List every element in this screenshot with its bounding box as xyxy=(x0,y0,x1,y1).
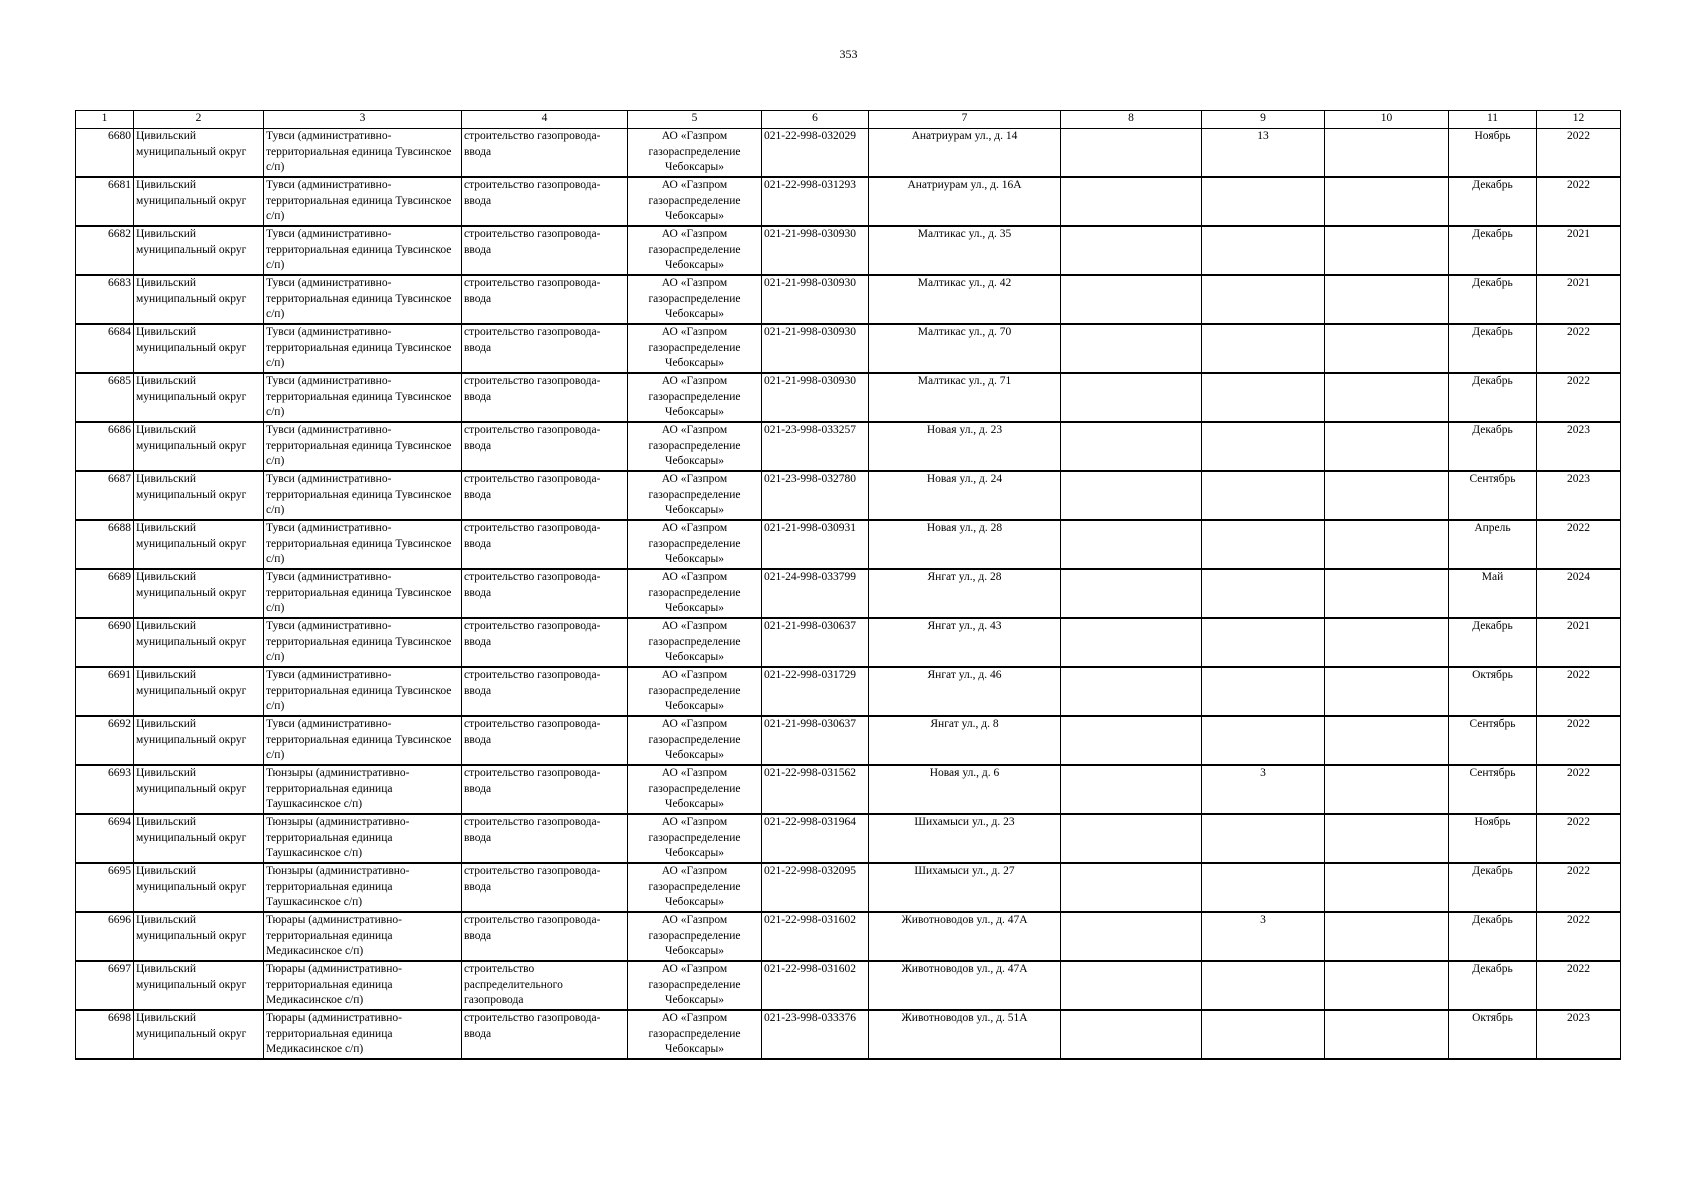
address-cell: Новая ул., д. 28 xyxy=(869,520,1061,569)
column-9-cell xyxy=(1202,667,1325,716)
row-number: 6687 xyxy=(76,471,134,520)
work-type-cell: строительство газопровода-ввода xyxy=(462,324,628,373)
district-cell: Цивильский муниципальный округ xyxy=(134,961,264,1010)
month-cell: Декабрь xyxy=(1449,324,1537,373)
settlement-cell: Тувси (административно-территориальная единица Тувсинское с/п) xyxy=(264,471,462,520)
month-cell: Май xyxy=(1449,569,1537,618)
column-9-cell xyxy=(1202,471,1325,520)
work-type-cell: строительство газопровода-ввода xyxy=(462,129,628,178)
column-10-cell xyxy=(1325,569,1449,618)
settlement-cell: Тувси (административно-территориальная единица Тувсинское с/п) xyxy=(264,569,462,618)
work-type-cell: строительство газопровода-ввода xyxy=(462,422,628,471)
settlement-cell: Тувси (административно-территориальная единица Тувсинское с/п) xyxy=(264,177,462,226)
district-cell: Цивильский муниципальный округ xyxy=(134,226,264,275)
work-type-cell: строительство газопровода-ввода xyxy=(462,275,628,324)
table-row xyxy=(76,520,1621,569)
column-header-12: 12 xyxy=(1537,111,1621,129)
settlement-cell: Тувси (административно-территориальная единица Тувсинское с/п) xyxy=(264,275,462,324)
month-cell: Октябрь xyxy=(1449,1010,1537,1059)
table-row xyxy=(76,275,1621,324)
month-cell: Сентябрь xyxy=(1449,765,1537,814)
work-type-cell: строительство газопровода-ввода xyxy=(462,177,628,226)
work-type-cell: строительство газопровода-ввода xyxy=(462,520,628,569)
table-row xyxy=(76,618,1621,667)
object-code-cell: 021-21-998-030930 xyxy=(762,324,869,373)
table-row xyxy=(76,471,1621,520)
year-cell: 2022 xyxy=(1537,667,1621,716)
settlement-cell: Тувси (административно-территориальная единица Тувсинское с/п) xyxy=(264,520,462,569)
organization-cell: АО «Газпром газораспределение Чебоксары» xyxy=(628,275,762,324)
organization-cell: АО «Газпром газораспределение Чебоксары» xyxy=(628,863,762,912)
table-row xyxy=(76,569,1621,618)
work-type-cell: строительство газопровода-ввода xyxy=(462,716,628,765)
object-code-cell: 021-21-998-030930 xyxy=(762,226,869,275)
column-9-cell xyxy=(1202,961,1325,1010)
address-cell: Янгат ул., д. 8 xyxy=(869,716,1061,765)
address-cell: Янгат ул., д. 43 xyxy=(869,618,1061,667)
row-number: 6682 xyxy=(76,226,134,275)
settlement-cell: Тюрары (административно-территориальная единица Медикасинское с/п) xyxy=(264,912,462,961)
settlement-cell: Тувси (административно-территориальная единица Тувсинское с/п) xyxy=(264,373,462,422)
column-10-cell xyxy=(1325,373,1449,422)
column-9-cell xyxy=(1202,422,1325,471)
table-row xyxy=(76,765,1621,814)
address-cell: Малтикас ул., д. 70 xyxy=(869,324,1061,373)
object-code-cell: 021-22-998-031602 xyxy=(762,912,869,961)
column-10-cell xyxy=(1325,422,1449,471)
month-cell: Ноябрь xyxy=(1449,814,1537,863)
column-8-cell xyxy=(1061,422,1202,471)
table-row xyxy=(76,373,1621,422)
address-cell: Анатриурам ул., д. 16А xyxy=(869,177,1061,226)
column-8-cell xyxy=(1061,520,1202,569)
month-cell: Ноябрь xyxy=(1449,129,1537,178)
row-number: 6692 xyxy=(76,716,134,765)
settlement-cell: Тюнзыры (административно-территориальная единица Таушкасинское с/п) xyxy=(264,814,462,863)
row-number: 6695 xyxy=(76,863,134,912)
column-header-7: 7 xyxy=(869,111,1061,129)
year-cell: 2021 xyxy=(1537,618,1621,667)
settlement-cell: Тувси (административно-территориальная единица Тувсинское с/п) xyxy=(264,129,462,178)
organization-cell: АО «Газпром газораспределение Чебоксары» xyxy=(628,1010,762,1059)
row-number: 6685 xyxy=(76,373,134,422)
column-9-cell: 13 xyxy=(1202,129,1325,178)
table-row xyxy=(76,814,1621,863)
organization-cell: АО «Газпром газораспределение Чебоксары» xyxy=(628,226,762,275)
table-row xyxy=(76,667,1621,716)
column-10-cell xyxy=(1325,226,1449,275)
address-cell: Малтикас ул., д. 42 xyxy=(869,275,1061,324)
object-code-cell: 021-23-998-032780 xyxy=(762,471,869,520)
column-8-cell xyxy=(1061,471,1202,520)
table-row xyxy=(76,961,1621,1010)
address-cell: Малтикас ул., д. 71 xyxy=(869,373,1061,422)
column-9-cell: 3 xyxy=(1202,912,1325,961)
settlement-cell: Тувси (административно-территориальная единица Тувсинское с/п) xyxy=(264,324,462,373)
month-cell: Декабрь xyxy=(1449,275,1537,324)
month-cell: Апрель xyxy=(1449,520,1537,569)
work-type-cell: строительство газопровода-ввода xyxy=(462,226,628,275)
settlement-cell: Тувси (административно-территориальная единица Тувсинское с/п) xyxy=(264,422,462,471)
column-10-cell xyxy=(1325,667,1449,716)
table-row xyxy=(76,1010,1621,1059)
row-number: 6684 xyxy=(76,324,134,373)
address-cell: Янгат ул., д. 46 xyxy=(869,667,1061,716)
year-cell: 2021 xyxy=(1537,226,1621,275)
row-number: 6693 xyxy=(76,765,134,814)
table-row xyxy=(76,422,1621,471)
column-10-cell xyxy=(1325,520,1449,569)
district-cell: Цивильский муниципальный округ xyxy=(134,373,264,422)
table-row xyxy=(76,129,1621,178)
year-cell: 2022 xyxy=(1537,177,1621,226)
district-cell: Цивильский муниципальный округ xyxy=(134,177,264,226)
district-cell: Цивильский муниципальный округ xyxy=(134,716,264,765)
column-10-cell xyxy=(1325,618,1449,667)
column-number-header-row xyxy=(76,111,1621,129)
year-cell: 2022 xyxy=(1537,324,1621,373)
address-cell: Шихамыси ул., д. 27 xyxy=(869,863,1061,912)
month-cell: Декабрь xyxy=(1449,177,1537,226)
table-row xyxy=(76,177,1621,226)
month-cell: Декабрь xyxy=(1449,863,1537,912)
column-8-cell xyxy=(1061,912,1202,961)
address-cell: Новая ул., д. 23 xyxy=(869,422,1061,471)
object-code-cell: 021-22-998-031964 xyxy=(762,814,869,863)
object-code-cell: 021-21-998-030637 xyxy=(762,618,869,667)
organization-cell: АО «Газпром газораспределение Чебоксары» xyxy=(628,912,762,961)
address-cell: Животноводов ул., д. 47А xyxy=(869,961,1061,1010)
organization-cell: АО «Газпром газораспределение Чебоксары» xyxy=(628,129,762,178)
year-cell: 2022 xyxy=(1537,716,1621,765)
column-header-2: 2 xyxy=(134,111,264,129)
column-9-cell xyxy=(1202,177,1325,226)
column-header-4: 4 xyxy=(462,111,628,129)
organization-cell: АО «Газпром газораспределение Чебоксары» xyxy=(628,569,762,618)
district-cell: Цивильский муниципальный округ xyxy=(134,471,264,520)
column-9-cell xyxy=(1202,226,1325,275)
object-code-cell: 021-24-998-033799 xyxy=(762,569,869,618)
district-cell: Цивильский муниципальный округ xyxy=(134,324,264,373)
column-8-cell xyxy=(1061,1010,1202,1059)
column-9-cell xyxy=(1202,814,1325,863)
column-10-cell xyxy=(1325,961,1449,1010)
column-header-1: 1 xyxy=(76,111,134,129)
month-cell: Декабрь xyxy=(1449,373,1537,422)
object-code-cell: 021-21-998-030637 xyxy=(762,716,869,765)
district-cell: Цивильский муниципальный округ xyxy=(134,520,264,569)
year-cell: 2022 xyxy=(1537,129,1621,178)
month-cell: Декабрь xyxy=(1449,912,1537,961)
year-cell: 2022 xyxy=(1537,863,1621,912)
organization-cell: АО «Газпром газораспределение Чебоксары» xyxy=(628,667,762,716)
table-body xyxy=(76,129,1621,1060)
district-cell: Цивильский муниципальный округ xyxy=(134,618,264,667)
column-8-cell xyxy=(1061,177,1202,226)
settlement-cell: Тувси (административно-территориальная единица Тувсинское с/п) xyxy=(264,618,462,667)
column-10-cell xyxy=(1325,324,1449,373)
address-cell: Новая ул., д. 6 xyxy=(869,765,1061,814)
work-type-cell: строительство газопровода-ввода xyxy=(462,765,628,814)
organization-cell: АО «Газпром газораспределение Чебоксары» xyxy=(628,716,762,765)
work-type-cell: строительство газопровода-ввода xyxy=(462,912,628,961)
gasification-register-table xyxy=(75,110,1621,1060)
month-cell: Декабрь xyxy=(1449,618,1537,667)
object-code-cell: 021-21-998-030930 xyxy=(762,275,869,324)
column-8-cell xyxy=(1061,814,1202,863)
row-number: 6689 xyxy=(76,569,134,618)
object-code-cell: 021-22-998-031293 xyxy=(762,177,869,226)
row-number: 6688 xyxy=(76,520,134,569)
district-cell: Цивильский муниципальный округ xyxy=(134,569,264,618)
column-9-cell xyxy=(1202,1010,1325,1059)
table-row xyxy=(76,863,1621,912)
work-type-cell: строительство газопровода-ввода xyxy=(462,814,628,863)
work-type-cell: строительство газопровода-ввода xyxy=(462,667,628,716)
column-9-cell xyxy=(1202,373,1325,422)
row-number: 6683 xyxy=(76,275,134,324)
column-header-3: 3 xyxy=(264,111,462,129)
settlement-cell: Тувси (административно-территориальная единица Тувсинское с/п) xyxy=(264,716,462,765)
year-cell: 2022 xyxy=(1537,373,1621,422)
settlement-cell: Тюрары (административно-территориальная единица Медикасинское с/п) xyxy=(264,961,462,1010)
year-cell: 2024 xyxy=(1537,569,1621,618)
month-cell: Декабрь xyxy=(1449,226,1537,275)
work-type-cell: строительство газопровода-ввода xyxy=(462,471,628,520)
object-code-cell: 021-22-998-031602 xyxy=(762,961,869,1010)
organization-cell: АО «Газпром газораспределение Чебоксары» xyxy=(628,177,762,226)
settlement-cell: Тюнзыры (административно-территориальная единица Таушкасинское с/п) xyxy=(264,765,462,814)
column-8-cell xyxy=(1061,129,1202,178)
work-type-cell: строительство газопровода-ввода xyxy=(462,863,628,912)
organization-cell: АО «Газпром газораспределение Чебоксары» xyxy=(628,373,762,422)
month-cell: Декабрь xyxy=(1449,422,1537,471)
object-code-cell: 021-22-998-031729 xyxy=(762,667,869,716)
column-8-cell xyxy=(1061,373,1202,422)
year-cell: 2021 xyxy=(1537,275,1621,324)
object-code-cell: 021-22-998-031562 xyxy=(762,765,869,814)
organization-cell: АО «Газпром газораспределение Чебоксары» xyxy=(628,618,762,667)
row-number: 6686 xyxy=(76,422,134,471)
address-cell: Животноводов ул., д. 51А xyxy=(869,1010,1061,1059)
table-row xyxy=(76,716,1621,765)
year-cell: 2023 xyxy=(1537,422,1621,471)
year-cell: 2022 xyxy=(1537,520,1621,569)
column-10-cell xyxy=(1325,912,1449,961)
column-9-cell xyxy=(1202,569,1325,618)
column-10-cell xyxy=(1325,1010,1449,1059)
column-9-cell xyxy=(1202,863,1325,912)
district-cell: Цивильский муниципальный округ xyxy=(134,1010,264,1059)
address-cell: Новая ул., д. 24 xyxy=(869,471,1061,520)
row-number: 6696 xyxy=(76,912,134,961)
address-cell: Малтикас ул., д. 35 xyxy=(869,226,1061,275)
column-10-cell xyxy=(1325,471,1449,520)
district-cell: Цивильский муниципальный округ xyxy=(134,667,264,716)
column-10-cell xyxy=(1325,129,1449,178)
column-8-cell xyxy=(1061,569,1202,618)
table-row xyxy=(76,226,1621,275)
object-code-cell: 021-22-998-032095 xyxy=(762,863,869,912)
work-type-cell: строительство газопровода-ввода xyxy=(462,569,628,618)
row-number: 6697 xyxy=(76,961,134,1010)
column-10-cell xyxy=(1325,177,1449,226)
work-type-cell: строительство распределительного газопровода xyxy=(462,961,628,1010)
year-cell: 2022 xyxy=(1537,912,1621,961)
object-code-cell: 021-23-998-033257 xyxy=(762,422,869,471)
settlement-cell: Тувси (административно-территориальная единица Тувсинское с/п) xyxy=(264,667,462,716)
column-9-cell xyxy=(1202,275,1325,324)
work-type-cell: строительство газопровода-ввода xyxy=(462,1010,628,1059)
organization-cell: АО «Газпром газораспределение Чебоксары» xyxy=(628,814,762,863)
column-9-cell xyxy=(1202,324,1325,373)
organization-cell: АО «Газпром газораспределение Чебоксары» xyxy=(628,961,762,1010)
row-number: 6681 xyxy=(76,177,134,226)
district-cell: Цивильский муниципальный округ xyxy=(134,912,264,961)
column-8-cell xyxy=(1061,226,1202,275)
settlement-cell: Тувси (административно-территориальная единица Тувсинское с/п) xyxy=(264,226,462,275)
row-number: 6694 xyxy=(76,814,134,863)
district-cell: Цивильский муниципальный округ xyxy=(134,422,264,471)
column-header-5: 5 xyxy=(628,111,762,129)
month-cell: Декабрь xyxy=(1449,961,1537,1010)
column-9-cell xyxy=(1202,520,1325,569)
page-number: 353 xyxy=(839,47,858,61)
column-8-cell xyxy=(1061,765,1202,814)
column-header-9: 9 xyxy=(1202,111,1325,129)
row-number: 6698 xyxy=(76,1010,134,1059)
work-type-cell: строительство газопровода-ввода xyxy=(462,373,628,422)
address-cell: Янгат ул., д. 28 xyxy=(869,569,1061,618)
column-9-cell xyxy=(1202,716,1325,765)
column-header-6: 6 xyxy=(762,111,869,129)
column-header-11: 11 xyxy=(1449,111,1537,129)
column-9-cell xyxy=(1202,618,1325,667)
month-cell: Октябрь xyxy=(1449,667,1537,716)
settlement-cell: Тюрары (административно-территориальная единица Медикасинское с/п) xyxy=(264,1010,462,1059)
organization-cell: АО «Газпром газораспределение Чебоксары» xyxy=(628,520,762,569)
object-code-cell: 021-21-998-030931 xyxy=(762,520,869,569)
object-code-cell: 021-21-998-030930 xyxy=(762,373,869,422)
year-cell: 2022 xyxy=(1537,765,1621,814)
organization-cell: АО «Газпром газораспределение Чебоксары» xyxy=(628,324,762,373)
district-cell: Цивильский муниципальный округ xyxy=(134,275,264,324)
month-cell: Сентябрь xyxy=(1449,471,1537,520)
object-code-cell: 021-22-998-032029 xyxy=(762,129,869,178)
column-8-cell xyxy=(1061,716,1202,765)
table-row xyxy=(76,912,1621,961)
year-cell: 2022 xyxy=(1537,814,1621,863)
settlement-cell: Тюнзыры (административно-территориальная единица Таушкасинское с/п) xyxy=(264,863,462,912)
organization-cell: АО «Газпром газораспределение Чебоксары» xyxy=(628,765,762,814)
organization-cell: АО «Газпром газораспределение Чебоксары» xyxy=(628,471,762,520)
district-cell: Цивильский муниципальный округ xyxy=(134,765,264,814)
address-cell: Животноводов ул., д. 47А xyxy=(869,912,1061,961)
column-10-cell xyxy=(1325,716,1449,765)
column-10-cell xyxy=(1325,863,1449,912)
address-cell: Шихамыси ул., д. 23 xyxy=(869,814,1061,863)
row-number: 6680 xyxy=(76,129,134,178)
column-10-cell xyxy=(1325,275,1449,324)
address-cell: Анатриурам ул., д. 14 xyxy=(869,129,1061,178)
row-number: 6690 xyxy=(76,618,134,667)
district-cell: Цивильский муниципальный округ xyxy=(134,129,264,178)
row-number: 6691 xyxy=(76,667,134,716)
column-8-cell xyxy=(1061,863,1202,912)
organization-cell: АО «Газпром газораспределение Чебоксары» xyxy=(628,422,762,471)
work-type-cell: строительство газопровода-ввода xyxy=(462,618,628,667)
table-row xyxy=(76,324,1621,373)
month-cell: Сентябрь xyxy=(1449,716,1537,765)
year-cell: 2023 xyxy=(1537,471,1621,520)
column-8-cell xyxy=(1061,618,1202,667)
column-10-cell xyxy=(1325,765,1449,814)
column-header-10: 10 xyxy=(1325,111,1449,129)
district-cell: Цивильский муниципальный округ xyxy=(134,863,264,912)
district-cell: Цивильский муниципальный округ xyxy=(134,814,264,863)
column-header-8: 8 xyxy=(1061,111,1202,129)
column-8-cell xyxy=(1061,275,1202,324)
column-8-cell xyxy=(1061,667,1202,716)
year-cell: 2022 xyxy=(1537,961,1621,1010)
column-10-cell xyxy=(1325,814,1449,863)
column-8-cell xyxy=(1061,324,1202,373)
object-code-cell: 021-23-998-033376 xyxy=(762,1010,869,1059)
column-8-cell xyxy=(1061,961,1202,1010)
column-9-cell: 3 xyxy=(1202,765,1325,814)
year-cell: 2023 xyxy=(1537,1010,1621,1059)
